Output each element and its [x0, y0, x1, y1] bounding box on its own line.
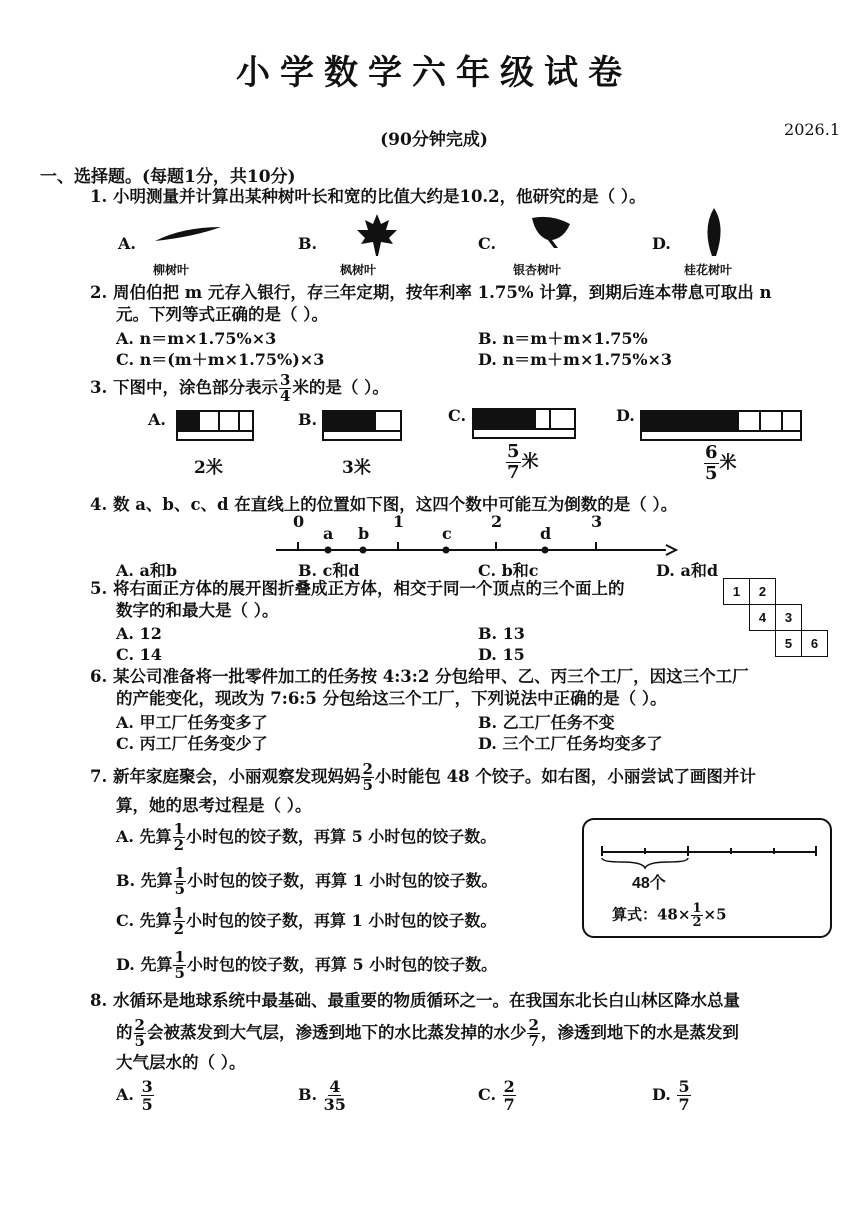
q3-option-a-diagram [176, 410, 254, 441]
q5-option-b[interactable]: B. 13 [478, 624, 525, 643]
question-1: 1. 小明测量并计算出某种树叶长和宽的比值大约是10.2，他研究的是（ ）。 [90, 187, 646, 206]
q3-option-d-diagram [640, 410, 802, 441]
q4-option-a[interactable]: A. a和b [116, 561, 178, 580]
q3-option-b-diagram [322, 410, 402, 441]
time-limit: (90分钟完成) [380, 130, 488, 150]
q7-fraction: $\frac{2}{5}$ [362, 760, 373, 794]
q3-option-c-letter[interactable]: C. [448, 406, 467, 425]
question-8-line3: 大气层水的（ ）。 [116, 1053, 246, 1072]
number-line-tick-2: 2 [491, 512, 503, 531]
cube-face: 4 [749, 604, 776, 631]
number-line-tick-3: 3 [591, 512, 603, 531]
q4-option-c[interactable]: C. b和c [478, 561, 539, 580]
number-line-tick-1: 1 [393, 512, 405, 531]
question-7-line2: 算，她的思考过程是（ ）。 [116, 796, 312, 815]
q3-option-d-letter[interactable]: D. [616, 406, 635, 425]
q1-option-b-caption: 枫树叶 [340, 263, 377, 277]
q7-diagram-box [582, 818, 832, 938]
q3-fraction: $\frac{3}{4}$ [279, 371, 291, 405]
q8-option-d[interactable]: D. $\frac{5}{7}$ [652, 1077, 690, 1114]
number-line-point-a: a [323, 524, 334, 543]
q3-option-c-label: $\frac{5}{7}$ 米 [507, 441, 539, 483]
q4-option-b[interactable]: B. c和d [298, 561, 360, 580]
q6-option-a[interactable]: A. 甲工厂任务变多了 [116, 713, 268, 732]
osmanthus-leaf-icon [700, 206, 728, 260]
q1-option-a-letter[interactable]: A. [118, 234, 136, 253]
q1-option-c-caption: 银杏树叶 [513, 263, 562, 277]
ginkgo-leaf-icon [528, 214, 574, 250]
q5-option-d[interactable]: D. 15 [478, 645, 525, 664]
cube-face: 2 [749, 578, 776, 605]
q1-option-a-caption: 柳树叶 [153, 263, 190, 277]
q7-segment-diagram [598, 842, 820, 872]
q2-option-b[interactable]: B. n＝m＋m×1.75% [478, 329, 648, 348]
question-5-line1: 5. 将右面正方体的展开图折叠成正方体，相交于同一个顶点的三个面上的 [90, 579, 625, 598]
q3-option-b-letter[interactable]: B. [298, 410, 318, 429]
cube-face: 1 [723, 578, 750, 605]
section-heading: 一、选择题。(每题1分，共10分) [40, 167, 296, 187]
q8-option-a[interactable]: A. $\frac{3}{5}$ [116, 1077, 153, 1114]
question-5-line2: 数字的和最大是（ ）。 [116, 601, 279, 620]
question-7-line1: 7. 新年家庭聚会，小丽观察发现妈妈 $\frac{2}{5}$ 小时能包 48 个饺子。如右图，小丽尝试了画图并计 [90, 760, 756, 794]
q3-suffix: 米的是（ ）。 [292, 378, 389, 397]
willow-leaf-icon [153, 223, 223, 247]
q1-option-c-letter[interactable]: C. [478, 234, 497, 253]
maple-leaf-icon [355, 212, 399, 258]
q3-option-d-label: $\frac{6}{5}$ 米 [705, 442, 737, 484]
q7-option-b[interactable]: B. 先算 $\frac{1}{5}$ 小时包的饺子数，再算 1 小时包的饺子数。 [116, 864, 498, 898]
q1-option-d-caption: 桂花树叶 [684, 263, 733, 277]
q2-option-a[interactable]: A. n＝m×1.75%×3 [116, 329, 277, 348]
q4-option-d[interactable]: D. a和d [656, 561, 719, 580]
cube-net [723, 578, 833, 662]
question-6-line2: 的产能变化，现改为 7:6:5 分包给这三个工厂，下列说法中正确的是（ ）。 [116, 689, 667, 708]
q5-option-a[interactable]: A. 12 [116, 624, 162, 643]
q6-option-c[interactable]: C. 丙工厂任务变少了 [116, 734, 268, 753]
question-4: 4. 数 a、b、c、d 在直线上的位置如下图，这四个数中可能互为倒数的是（ ）。 [90, 495, 678, 514]
q3-option-a-label: 2米 [194, 458, 223, 478]
cube-face: 3 [775, 604, 802, 631]
q7-option-d[interactable]: D. 先算 $\frac{1}{5}$ 小时包的饺子数，再算 5 小时包的饺子数。 [116, 948, 498, 982]
q3-option-c-diagram [472, 408, 576, 439]
q7-count-label: 48个 [632, 875, 666, 892]
question-3 [90, 373, 389, 404]
q3-prefix: 3. 下图中，涂色部分表示 [90, 378, 278, 397]
number-line-point-b: b [358, 524, 370, 543]
q1-option-d-letter[interactable]: D. [652, 234, 671, 253]
q1-option-b-letter[interactable]: B. [298, 234, 318, 253]
question-6-line1: 6. 某公司准备将一批零件加工的任务按 4:3:2 分包给甲、乙、丙三个工厂，因这三个工厂 [90, 667, 749, 686]
q3-option-a-letter[interactable]: A. [148, 410, 166, 429]
number-line-tick-0: 0 [293, 512, 305, 531]
page-title: 小学数学六年级试卷 [236, 53, 632, 93]
q8-option-c[interactable]: C. $\frac{2}{7}$ [478, 1077, 515, 1114]
q8-option-b[interactable]: B. $\frac{4}{35}$ [298, 1077, 346, 1114]
question-2-line2: 元。下列等式正确的是（ ）。 [116, 305, 328, 324]
number-line-point-d: d [540, 524, 552, 543]
exam-date: 2026.1 [784, 120, 840, 139]
q6-option-d[interactable]: D. 三个工厂任务均变多了 [478, 734, 663, 753]
q7-formula: 算式：48× $\frac{1}{2}$ ×5 [612, 901, 727, 930]
question-8-line1: 8. 水循环是地球系统中最基础、最重要的物质循环之一。在我国东北长白山林区降水总量 [90, 991, 740, 1010]
q7-option-c[interactable]: C. 先算 $\frac{1}{2}$ 小时包的饺子数，再算 1 小时包的饺子数。 [116, 904, 497, 938]
question-2-line1: 2. 周伯伯把 m 元存入银行，存三年定期，按年利率 1.75% 计算，到期后连本带息可取出 n [90, 283, 772, 302]
cube-face: 6 [801, 630, 828, 657]
question-8-line2: 的 $\frac{2}{5}$ 会被蒸发到大气层，渗透到地下的水比蒸发掉的水少 $\frac{2}{7}$ ，渗透到地下的水是蒸发到 [116, 1016, 739, 1050]
q7-option-a[interactable]: A. 先算 $\frac{1}{2}$ 小时包的饺子数，再算 5 小时包的饺子数。 [116, 820, 497, 854]
q2-option-c[interactable]: C. n＝(m＋m×1.75%)×3 [116, 350, 325, 369]
q6-option-b[interactable]: B. 乙工厂任务不变 [478, 713, 615, 732]
cube-face: 5 [775, 630, 802, 657]
q2-option-d[interactable]: D. n＝m＋m×1.75%×3 [478, 350, 673, 369]
number-line-point-c: c [442, 524, 452, 543]
q3-option-b-label: 3米 [342, 458, 371, 478]
q5-option-c[interactable]: C. 14 [116, 645, 162, 664]
